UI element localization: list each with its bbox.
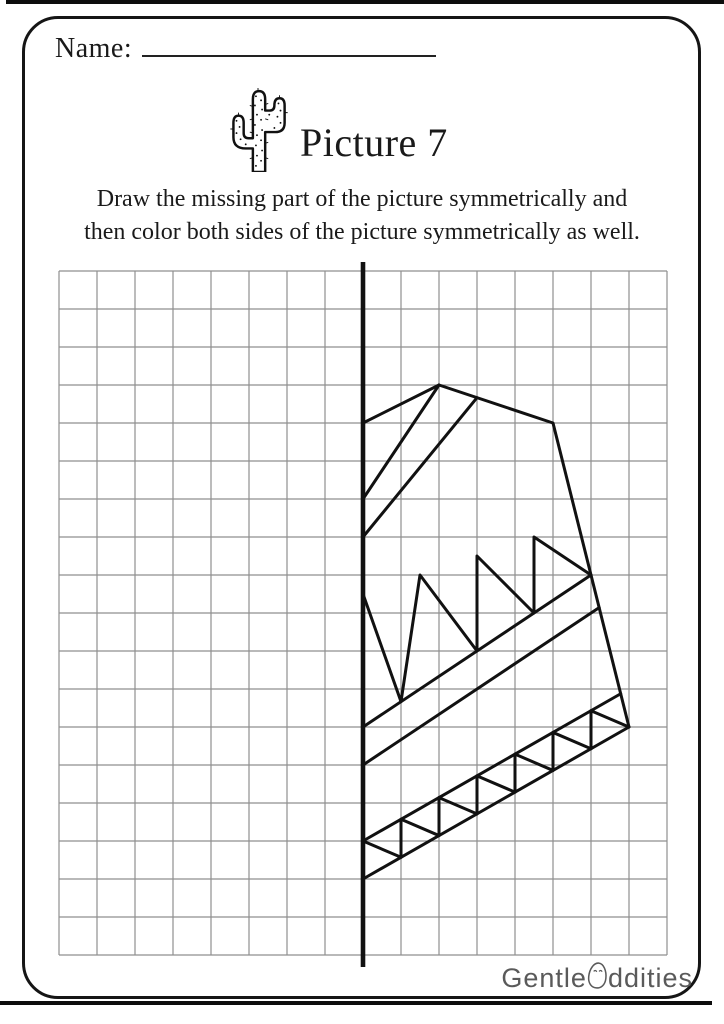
brand-logo	[501, 961, 693, 996]
brand-prefix: Gentle	[501, 963, 587, 993]
instructions-line-2: then color both sides of the picture symmetrically as well.	[84, 219, 640, 245]
name-label: Name:	[55, 33, 133, 64]
brand-suffix: ddities	[607, 963, 693, 993]
instructions-line-1: Draw the missing part of the picture symmetrically and	[96, 186, 628, 212]
page-title: Picture 7	[300, 120, 448, 165]
egg-character-o-icon	[586, 961, 609, 990]
